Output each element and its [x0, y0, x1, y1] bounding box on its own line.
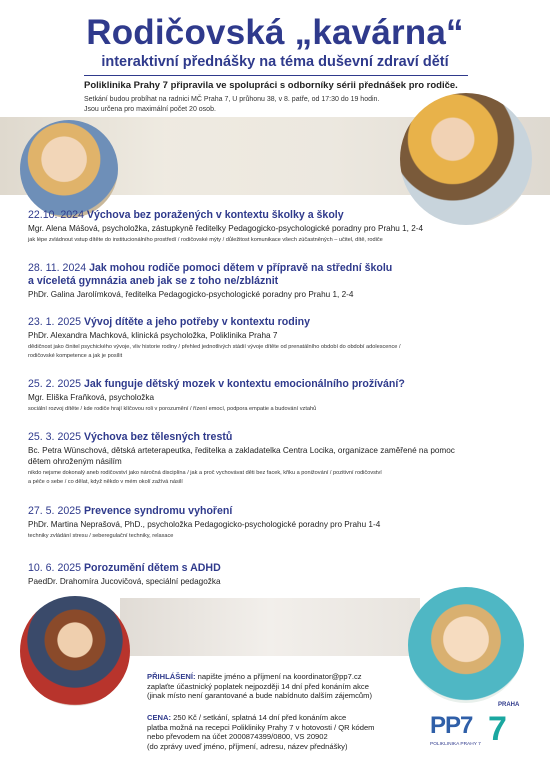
event-topics: techniky zvládání stresu / seberegulační techniky, relaxace — [28, 533, 174, 539]
event-item — [28, 262, 528, 300]
event-speaker: Mgr. Eliška Fraňková, psycholožka — [28, 393, 155, 402]
event-speaker: PaedDr. Drahomíra Jucovičová, speciální pedagožka — [28, 577, 221, 586]
divider — [84, 75, 468, 76]
event-title: Výchova bez poražených v kontextu školky a školy — [86, 209, 344, 221]
price-block — [147, 713, 417, 751]
price-line4: (do zprávy uveď jméno, příjmení, adresu, název přednášky) — [147, 741, 348, 751]
event-date: 10. 6. 2025 — [28, 562, 82, 574]
poliklinika-logo — [430, 702, 534, 756]
event-topics: sociální rozvoj dítěte / kde rodiče hrají klíčovou roli v porozumění / řízení emocí, podpora empatie a budování vztahů — [28, 406, 317, 412]
info-line-venue: Setkání budou probíhat na radnici MČ Praha 7, U průhonu 38, v 8. patře, od 17:30 do 19 hodin. — [84, 96, 380, 103]
page-subtitle: interaktivní přednášky na téma duševní zdraví dětí — [101, 54, 449, 70]
registration-line3: (jinak místo není garantované a bude nabídnuto dalším zájemcům) — [147, 691, 372, 701]
registration-line1: napište jméno a příjmení na koordinator@pp7.cz — [197, 672, 362, 681]
event-speaker: Mgr. Alena Mášová, psycholožka, zástupkyně ředitelky Pedagogicko-psychologické poradny pro Prahu 1, 2-4 — [28, 224, 424, 233]
event-item — [28, 431, 528, 487]
page-title: Rodičovská „kavárna“ — [86, 13, 464, 52]
family-photo-footer — [20, 596, 130, 706]
event-date: 28. 11. 2024 — [28, 262, 87, 274]
event-title: Výchova bez tělesných trestů — [83, 431, 233, 443]
event-topics: nikdo nejsme dokonalý aneb rodičovství jako náročná disciplína / jak a proč vychovávat děti bez facek, křiku a ponižování / pozitivní rodičovství — [28, 470, 382, 476]
event-date: 25. 2. 2025 — [28, 378, 82, 390]
event-title: Prevence syndromu vyhoření — [83, 505, 233, 517]
event-speaker: Bc. Petra Wünschová, dětská arteterapeutka, ředitelka a zakladatelka Centra Locika, organizace zaměřené na pomoc — [28, 446, 455, 455]
event-heading — [28, 378, 528, 391]
intro-text: Poliklinika Prahy 7 připravila ve spolupráci s odborníky sérii přednášek pro rodiče. — [84, 80, 458, 91]
price-line1: 250 Kč / setkání, splatná 14 dní před konáním akce — [173, 713, 347, 722]
child-photo — [20, 120, 118, 218]
event-heading — [28, 262, 528, 275]
event-speaker: PhDr. Galina Jarolímková, ředitelka Pedagogicko-psychologické poradny pro Prahu 1, 2-4 — [28, 290, 354, 299]
event-speaker: PhDr. Alexandra Machková, klinická psycholožka, Poliklinika Praha 7 — [28, 331, 278, 340]
event-heading — [28, 431, 528, 444]
logo-pp7: PP7 — [430, 712, 473, 739]
price-label: CENA: — [147, 713, 172, 722]
event-topics-line2: a péče o sebe / co dělat, když někdo v mém okolí zažívá násilí — [28, 479, 183, 485]
event-title: Jak funguje dětský mozek v kontextu emocionálního prožívání? — [83, 378, 405, 390]
event-item — [28, 505, 528, 541]
event-item — [28, 562, 528, 587]
event-item — [28, 378, 528, 414]
event-title-line2: a víceletá gymnázia aneb jak se z toho ne/zbláznit — [28, 275, 279, 287]
event-date: 27. 5. 2025 — [28, 505, 82, 517]
registration-line2: zaplaťte účastnický poplatek nejpozději 14 dní před konáním akce — [147, 681, 369, 691]
event-topics: jak lépe zvládnout vstup dítěte do institucionálního prostředí / rodičovské mýty / důležitost komunikace všech zúčastněných – učitel, dítě, rodiče — [28, 237, 383, 243]
event-date: 25. 3. 2025 — [28, 431, 82, 443]
registration-label: PŘIHLÁŠENÍ: — [147, 672, 196, 681]
event-speaker: PhDr. Martina Neprašová, PhD., psycholožka Pedagogicko-psychologické poradny pro Prahu 1-4 — [28, 520, 381, 529]
event-title: Vývoj dítěte a jeho potřeby v kontextu rodiny — [83, 316, 311, 328]
logo-seven: 7 — [488, 710, 507, 748]
event-topics-line2: rodičovské kompetence a jak je posílit — [28, 353, 123, 359]
event-title: Jak mohou rodiče pomoci dětem v přípravě na střední školu — [89, 262, 393, 274]
event-topics: dědičnost jako činitel psychického vývoje, vliv historie rodiny / přehled jednotlivých stádií vývoje dítěte od prenatálního období do období adolescence / — [28, 344, 401, 350]
event-speaker-line2: dětem ohroženým násilím — [28, 457, 122, 466]
info-line-capacity: Jsou určena pro maximální počet 20 osob. — [84, 106, 216, 113]
price-line3: nebo převodem na účet 2000874399/0800, VS 20902 — [147, 732, 328, 742]
event-heading — [28, 562, 528, 575]
registration-block — [147, 672, 417, 701]
event-heading — [28, 505, 528, 518]
family-photo — [400, 93, 532, 225]
footer-photo-band — [120, 598, 420, 656]
event-date: 23. 1. 2025 — [28, 316, 82, 328]
logo-praha: PRAHA — [498, 702, 520, 708]
smiling-child-photo — [408, 587, 524, 703]
event-heading — [28, 316, 528, 329]
event-date: 22.10. 2024 — [28, 209, 84, 221]
price-line2: platba možná na recepci Polikliniky Prahy 7 v hotovosti / QR kódem — [147, 722, 375, 732]
event-item — [28, 316, 528, 361]
event-title: Porozumění dětem s ADHD — [83, 562, 221, 574]
logo-subtitle: POLIKLINIKA PRAHY 7 — [430, 742, 481, 747]
event-heading — [28, 209, 528, 222]
event-item — [28, 209, 528, 245]
